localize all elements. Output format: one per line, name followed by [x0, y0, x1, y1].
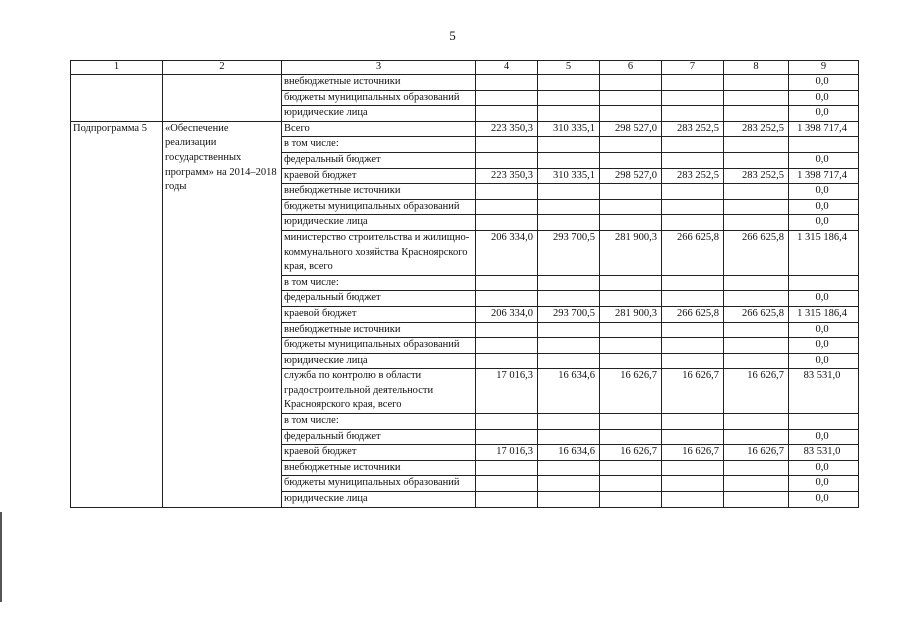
year-value-cell	[476, 184, 538, 200]
year-value-cell	[538, 492, 600, 508]
year-value-cell	[476, 291, 538, 307]
year-value-cell	[724, 460, 789, 476]
row-label: в том числе:	[282, 137, 476, 153]
page-number: 5	[449, 28, 456, 43]
year-value-cell	[724, 75, 789, 91]
year-value-cell: 223 350,3	[476, 168, 538, 184]
year-value-cell	[476, 90, 538, 106]
row-label: краевой бюджет	[282, 168, 476, 184]
row-label: внебюджетные источники	[282, 184, 476, 200]
year-value-cell	[662, 492, 724, 508]
year-value-cell	[476, 492, 538, 508]
row-label: юридические лица	[282, 106, 476, 122]
year-value-cell: 17 016,3	[476, 369, 538, 414]
year-value-cell: 293 700,5	[538, 230, 600, 275]
year-value-cell: 16 626,7	[662, 445, 724, 461]
year-value-cell: 266 625,8	[724, 306, 789, 322]
total-cell: 1 315 186,4	[789, 306, 859, 322]
year-value-cell	[476, 199, 538, 215]
year-value-cell	[662, 460, 724, 476]
row-label: Всего	[282, 121, 476, 137]
year-value-cell	[538, 106, 600, 122]
year-value-cell: 16 626,7	[600, 445, 662, 461]
total-cell	[789, 137, 859, 153]
year-value-cell	[662, 75, 724, 91]
year-value-cell	[724, 322, 789, 338]
year-value-cell	[724, 414, 789, 430]
total-cell: 83 531,0	[789, 445, 859, 461]
year-value-cell	[662, 215, 724, 231]
year-value-cell	[538, 184, 600, 200]
year-value-cell	[662, 476, 724, 492]
year-value-cell	[724, 353, 789, 369]
year-value-cell	[600, 353, 662, 369]
total-cell: 0,0	[789, 429, 859, 445]
row-label: федеральный бюджет	[282, 429, 476, 445]
total-cell: 0,0	[789, 322, 859, 338]
row-label: юридические лица	[282, 215, 476, 231]
year-value-cell	[662, 199, 724, 215]
total-cell	[789, 414, 859, 430]
year-value-cell	[538, 152, 600, 168]
year-value-cell	[538, 291, 600, 307]
column-header: 4	[476, 61, 538, 75]
total-cell: 0,0	[789, 90, 859, 106]
year-value-cell: 283 252,5	[724, 121, 789, 137]
row-label: юридические лица	[282, 353, 476, 369]
total-cell: 1 315 186,4	[789, 230, 859, 275]
year-value-cell: 281 900,3	[600, 230, 662, 275]
row-label: министерство строительства и жилищно-коммунального хозяйства Красноярского края, всего	[282, 230, 476, 275]
row-label: внебюджетные источники	[282, 75, 476, 91]
table-body	[71, 75, 859, 508]
column-header: 1	[71, 61, 163, 75]
year-value-cell	[662, 291, 724, 307]
year-value-cell	[600, 152, 662, 168]
year-value-cell: 17 016,3	[476, 445, 538, 461]
year-value-cell	[600, 106, 662, 122]
code-cell-continued	[71, 75, 163, 122]
column-header: 7	[662, 61, 724, 75]
column-header: 2	[163, 61, 282, 75]
year-value-cell	[662, 137, 724, 153]
year-value-cell: 266 625,8	[662, 306, 724, 322]
year-value-cell	[662, 353, 724, 369]
year-value-cell: 16 626,7	[600, 369, 662, 414]
year-value-cell	[600, 75, 662, 91]
year-value-cell: 16 626,7	[724, 445, 789, 461]
column-header: 9	[789, 61, 859, 75]
year-value-cell	[600, 137, 662, 153]
year-value-cell	[600, 184, 662, 200]
year-value-cell	[724, 429, 789, 445]
year-value-cell	[600, 492, 662, 508]
year-value-cell	[600, 275, 662, 291]
year-value-cell	[476, 353, 538, 369]
row-label: в том числе:	[282, 414, 476, 430]
year-value-cell	[600, 476, 662, 492]
year-value-cell: 266 625,8	[724, 230, 789, 275]
year-value-cell: 206 334,0	[476, 306, 538, 322]
row-label: служба по контролю в области градостроительной деятельности Красноярского края, всего	[282, 369, 476, 414]
year-value-cell	[538, 353, 600, 369]
year-value-cell	[476, 460, 538, 476]
table-row	[71, 75, 859, 91]
year-value-cell: 283 252,5	[662, 168, 724, 184]
year-value-cell	[600, 291, 662, 307]
year-value-cell: 283 252,5	[662, 121, 724, 137]
year-value-cell: 16 634,6	[538, 369, 600, 414]
year-value-cell	[538, 322, 600, 338]
row-label: бюджеты муниципальных образований	[282, 338, 476, 354]
year-value-cell	[538, 75, 600, 91]
year-value-cell	[538, 90, 600, 106]
year-value-cell	[476, 414, 538, 430]
total-cell: 1 398 717,4	[789, 168, 859, 184]
year-value-cell	[538, 199, 600, 215]
total-cell: 0,0	[789, 152, 859, 168]
total-cell: 0,0	[789, 106, 859, 122]
year-value-cell	[476, 215, 538, 231]
total-cell: 0,0	[789, 291, 859, 307]
year-value-cell	[724, 291, 789, 307]
year-value-cell: 298 527,0	[600, 121, 662, 137]
year-value-cell	[724, 90, 789, 106]
year-value-cell	[538, 215, 600, 231]
total-cell: 0,0	[789, 215, 859, 231]
year-value-cell	[476, 152, 538, 168]
budget-table	[70, 60, 859, 508]
year-value-cell	[662, 429, 724, 445]
year-value-cell: 16 626,7	[724, 369, 789, 414]
row-label: бюджеты муниципальных образований	[282, 90, 476, 106]
name-cell-continued	[163, 75, 282, 122]
column-header: 5	[538, 61, 600, 75]
year-value-cell	[724, 184, 789, 200]
year-value-cell	[724, 338, 789, 354]
year-value-cell	[476, 429, 538, 445]
year-value-cell	[600, 460, 662, 476]
year-value-cell	[662, 414, 724, 430]
row-label: бюджеты муниципальных образований	[282, 199, 476, 215]
header-row	[71, 61, 859, 75]
year-value-cell	[538, 476, 600, 492]
scan-edge-mark	[0, 512, 2, 602]
year-value-cell: 310 335,1	[538, 168, 600, 184]
year-value-cell	[600, 338, 662, 354]
total-cell: 0,0	[789, 492, 859, 508]
year-value-cell	[662, 184, 724, 200]
year-value-cell	[476, 322, 538, 338]
year-value-cell	[600, 322, 662, 338]
year-value-cell	[538, 275, 600, 291]
year-value-cell	[476, 476, 538, 492]
year-value-cell	[662, 90, 724, 106]
row-label: юридические лица	[282, 492, 476, 508]
year-value-cell	[538, 460, 600, 476]
year-value-cell	[662, 106, 724, 122]
total-cell: 0,0	[789, 353, 859, 369]
year-value-cell	[724, 199, 789, 215]
row-label: краевой бюджет	[282, 445, 476, 461]
total-cell: 0,0	[789, 460, 859, 476]
year-value-cell	[538, 429, 600, 445]
year-value-cell: 298 527,0	[600, 168, 662, 184]
year-value-cell: 16 626,7	[662, 369, 724, 414]
total-cell: 0,0	[789, 75, 859, 91]
year-value-cell	[476, 137, 538, 153]
year-value-cell	[538, 414, 600, 430]
year-value-cell: 16 634,6	[538, 445, 600, 461]
row-label: внебюджетные источники	[282, 322, 476, 338]
year-value-cell	[724, 215, 789, 231]
year-value-cell	[724, 137, 789, 153]
year-value-cell: 293 700,5	[538, 306, 600, 322]
row-label: федеральный бюджет	[282, 152, 476, 168]
year-value-cell	[476, 338, 538, 354]
year-value-cell	[662, 152, 724, 168]
row-label: федеральный бюджет	[282, 291, 476, 307]
total-cell: 0,0	[789, 476, 859, 492]
year-value-cell	[724, 275, 789, 291]
year-value-cell	[724, 492, 789, 508]
year-value-cell	[662, 338, 724, 354]
total-cell: 0,0	[789, 338, 859, 354]
year-value-cell: 266 625,8	[662, 230, 724, 275]
year-value-cell	[476, 75, 538, 91]
year-value-cell	[724, 106, 789, 122]
year-value-cell	[600, 429, 662, 445]
year-value-cell	[600, 90, 662, 106]
column-header: 8	[724, 61, 789, 75]
row-label: в том числе:	[282, 275, 476, 291]
total-cell: 1 398 717,4	[789, 121, 859, 137]
year-value-cell: 281 900,3	[600, 306, 662, 322]
table-row	[71, 121, 859, 137]
year-value-cell	[724, 152, 789, 168]
total-cell: 0,0	[789, 184, 859, 200]
year-value-cell: 310 335,1	[538, 121, 600, 137]
year-value-cell	[600, 414, 662, 430]
year-value-cell	[538, 137, 600, 153]
subprogram-name: «Обеспечение реализации государственных программ» на 2014–2018 годы	[163, 121, 282, 507]
column-header: 3	[282, 61, 476, 75]
year-value-cell	[476, 106, 538, 122]
subprogram-code: Подпрограмма 5	[71, 121, 163, 507]
year-value-cell	[662, 275, 724, 291]
year-value-cell	[476, 275, 538, 291]
year-value-cell	[724, 476, 789, 492]
year-value-cell	[538, 338, 600, 354]
year-value-cell	[600, 199, 662, 215]
year-value-cell: 223 350,3	[476, 121, 538, 137]
total-cell: 0,0	[789, 199, 859, 215]
total-cell	[789, 275, 859, 291]
year-value-cell	[600, 215, 662, 231]
year-value-cell	[662, 322, 724, 338]
row-label: бюджеты муниципальных образований	[282, 476, 476, 492]
year-value-cell: 206 334,0	[476, 230, 538, 275]
row-label: краевой бюджет	[282, 306, 476, 322]
column-header: 6	[600, 61, 662, 75]
total-cell: 83 531,0	[789, 369, 859, 414]
row-label: внебюджетные источники	[282, 460, 476, 476]
year-value-cell: 283 252,5	[724, 168, 789, 184]
